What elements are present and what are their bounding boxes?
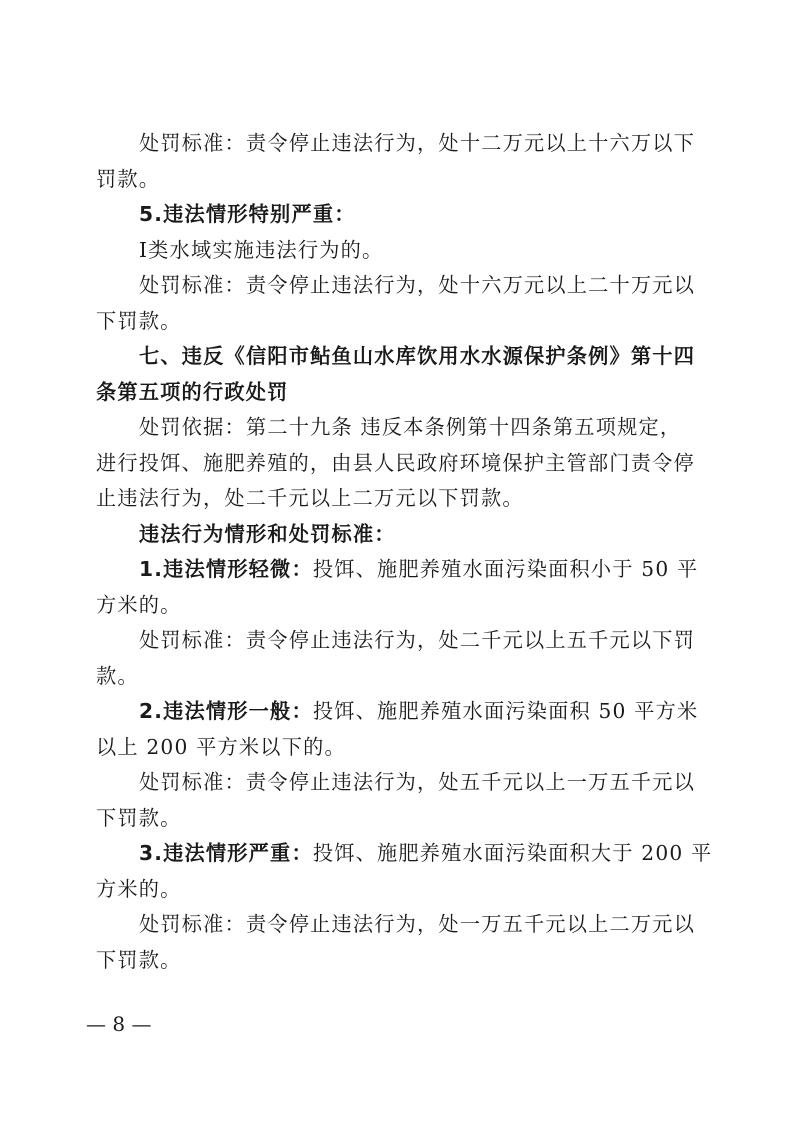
chapter-heading: 条第五项的行政处罚: [96, 379, 289, 404]
text-line: 罚款。: [96, 166, 161, 191]
text-line: [96, 694, 699, 730]
text-line: 方米的。: [96, 592, 182, 617]
text-line: 款。: [96, 663, 139, 688]
case-label: 1.违法情形轻微：: [139, 557, 313, 581]
text-line: [96, 836, 713, 872]
section-heading: 5.违法情形特别严重：: [139, 202, 356, 226]
section-heading: 违法行为情形和处罚标准：: [139, 521, 396, 546]
text-line: 下罚款。: [96, 947, 182, 972]
text-line: Ⅰ类水域实施违法行为的。: [139, 237, 384, 262]
case-text: 投饵、施肥养殖水面污染面积小于 50 平: [312, 557, 699, 581]
text-line: 下罚款。: [96, 308, 182, 333]
text-line: 处罚依据：第二十九条 违反本条例第十四条第五项规定，: [139, 415, 682, 439]
text-line: 处罚标准：责令停止违法行为，处十六万元以上二十万元以: [139, 273, 696, 297]
case-text: 投饵、施肥养殖水面污染面积大于 200 平: [312, 841, 713, 865]
text-line: 下罚款。: [96, 805, 182, 830]
text-line: 处罚标准：责令停止违法行为，处二千元以上五千元以下罚: [139, 628, 696, 652]
text-line: 止违法行为，处二千元以上二万元以下罚款。: [96, 486, 524, 510]
text-line: 方米的。: [96, 876, 182, 901]
page-number: — 8 —: [86, 1012, 152, 1036]
text-line: 处罚标准：责令停止违法行为，处十二万元以上十六万以下: [139, 131, 696, 155]
text-line: [96, 552, 699, 588]
chapter-heading: 七、违反《信阳市鲇鱼山水库饮用水水源保护条例》第十四: [139, 344, 696, 368]
case-label: 2.违法情形一般：: [139, 699, 313, 723]
case-label: 3.违法情形严重：: [139, 841, 313, 865]
case-text: 投饵、施肥养殖水面污染面积 50 平方米: [312, 699, 699, 723]
text-line: 进行投饵、施肥养殖的，由县人民政府环境保护主管部门责令停: [96, 450, 695, 475]
text-line: 处罚标准：责令停止违法行为，处五千元以上一万五千元以: [139, 770, 696, 794]
text-line: 以上 200 平方米以下的。: [96, 734, 346, 759]
text-line: 处罚标准：责令停止违法行为，处一万五千元以上二万元以: [139, 912, 696, 936]
document-page: [96, 126, 713, 978]
